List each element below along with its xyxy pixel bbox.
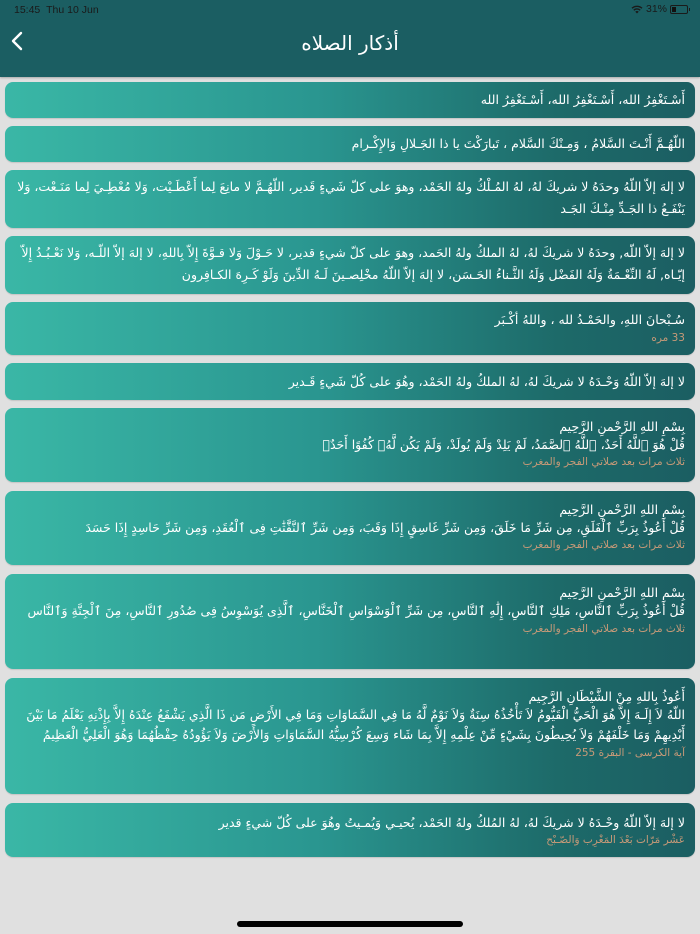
- zikr-text: سُـبْحانَ اللهِ، والحَمْـدُ لله ، واللهُ أكْـبَر: [494, 312, 685, 327]
- status-time-text: 15:45: [14, 4, 41, 16]
- zikr-text: لا إلهَ إلاّ اللّهُ وحدَهُ لا شريكَ لهُ، لهُ المُـلْكُ ولهُ الحَمْد، وهوَ على كلّ شَيءٍ قَدير، اللّهُـمَّ لا مانِعَ لِما أَعْطَـيْت، وَلا مُعْطِـيَ لِما مَنَـعْت، وَلا يَنْفَـعُ ذا الجَـدِّ مِنْـكَ الجَـد: [17, 179, 685, 216]
- zikr-card[interactable]: [5, 363, 695, 400]
- zikr-count: 33 مره: [651, 332, 685, 344]
- zikr-card[interactable]: [5, 803, 695, 857]
- zikr-text: أَسْـتَغْفِرُ الله، أَسْـتَغْفِرُ الله، أَسْـتَغْفِرُ الله: [480, 92, 685, 107]
- zikr-card[interactable]: [5, 82, 695, 118]
- zikr-isti-atha: أَعُوذُ بِاللهِ مِنْ الشَّيْطَانِ الرَّجِيم: [528, 689, 685, 704]
- zikr-note: عَشْر مَرّات بَعْدَ المَغْرِب وَالصّـبْح: [546, 834, 685, 846]
- page-title: أذكار الصلاه: [301, 31, 399, 55]
- zikr-basmala: بِسْمِ اللهِ الرَّحْمنِ الرَّحِيم: [559, 585, 685, 600]
- zikr-card[interactable]: [5, 491, 695, 565]
- zikr-note: ثلاث مرات بعد صلاتي الفجر والمغرب: [522, 539, 685, 551]
- zikr-text: لا إلهَ إلاّ اللّهُ وَحْـدَهُ لا شريكَ لهُ، لهُ الملكُ ولهُ الحَمْد، وهُوَ على كُلّ شَيءٍ قَـدير: [288, 374, 685, 389]
- zikr-text: لا إلهَ إلاّ اللّه, وحدَهُ لا شريكَ لهُ، لهُ الملكُ ولهُ الحَمد، وهوَ على كلّ شيءٍ قدير، لا حَـوْلَ وَلا قـوَّةَ إِلاّ بِاللهِ، لا إلهَ إلاّ اللّـه، وَلا نَعْـبُـدُ إِلاّ إيّـاه, لَهُ النِّعْـمَةُ وَلَهُ الفَضْل وَلَهُ الثَّـناءُ الحَـسَن، لا إلهَ إلاّ اللّهُ مخْلِصـينَ لَـهُ الدِّينَ وَلَوْ كَـرِهَ الكـافِرون: [21, 245, 685, 282]
- zikr-text: اللّهُـمَّ أَنْـتَ السَّلامُ ، وَمِـنْكَ السَّلام ، تَبارَكْتَ يا ذا الجَـلالِ وَالإِكْـرام: [351, 136, 685, 151]
- zikr-card[interactable]: [5, 170, 695, 228]
- status-bar-time: [14, 4, 99, 16]
- zikr-card[interactable]: [5, 236, 695, 294]
- zikr-text: قُلْ أَعُوذُ بِرَبِّ ٱلْفَلَقِ، مِن شَرِّ مَا خَلَقَ، وَمِن شَرِّ غَاسِقٍ إِذَا وَقَبَ، وَمِن شَرِّ ٱلنَّفَّٰثَٰتِ فِى ٱلْعُقَدِ، وَمِن شَرِّ حَاسِدٍ إِذَا حَسَدَ: [85, 520, 685, 535]
- status-date-text: Thu 10 Jun: [46, 4, 99, 16]
- status-bar-right: [631, 3, 688, 15]
- zikr-note: آية الكرسى - البقرة 255: [575, 747, 685, 759]
- zikr-card[interactable]: [5, 302, 695, 355]
- home-indicator[interactable]: [237, 921, 463, 927]
- zikr-note: ثلاث مرات بعد صلاتي الفجر والمغرب: [522, 623, 685, 635]
- wifi-icon: [631, 5, 643, 14]
- zikr-card[interactable]: [5, 408, 695, 482]
- zikr-text: قُلْ أَعُوذُ بِرَبِّ ٱلنَّاسِ، مَلِكِ ٱلنَّاسِ، إِلَٰهِ ٱلنَّاسِ، مِن شَرِّ ٱلْوَسْوَاسِ ٱلْخَنَّاسِ، ٱلَّذِى يُوَسْوِسُ فِى صُدُورِ ٱلنَّاسِ، مِنَ ٱلْجِنَّةِ وَٱلنَّاس: [27, 603, 685, 618]
- zikr-text: قُلْ هُوَ ٱللَّهُ أَحَدٌ، ٱللَّهُ ٱلصَّمَدُ، لَمْ يَلِدْ وَلَمْ يُولَدْ، وَلَمْ يَكُن لَّهُۥ كُفُوًا أَحَدٌۢ: [322, 437, 685, 452]
- zikr-basmala: بِسْمِ اللهِ الرَّحْمنِ الرَّحِيم: [559, 502, 685, 517]
- zikr-text: اللّهُ لاَ إِلَـهَ إِلاَّ هُوَ الْحَيُّ الْقَيُّومُ لاَ تَأْخُذُهُ سِنَةٌ وَلاَ نَوْمٌ لَّهُ مَا فِي السَّمَاوَاتِ وَمَا فِي الأَرْضِ مَن ذَا الَّذِي يَشْفَعُ عِنْدَهُ إِلاَّ بِإِذْنِهِ يَعْلَمُ مَا بَيْنَ أَيْدِيهِمْ وَمَا خَلْفَهُمْ وَلاَ يُحِيطُونَ بِشَيْءٍ مِّنْ عِلْمِهِ إِلاَّ بِمَا شَاء وَسِعَ كُرْسِيُّهُ السَّمَاوَاتِ وَالأَرْضَ وَلاَ يَؤُودُهُ حِفْظُهُمَا وَهُوَ الْعَلِيُّ الْعَظِيمُ: [26, 707, 685, 742]
- zikr-card[interactable]: [5, 126, 695, 162]
- zikr-card[interactable]: [5, 574, 695, 669]
- zikr-basmala: بِسْمِ اللهِ الرَّحْمنِ الرَّحِيم: [559, 419, 685, 434]
- zikr-text: لا إلهَ إلاّ اللّهُ وحْـدَهُ لا شريكَ لهُ، لهُ المُلكُ ولهُ الحَمْد، يُحيـي وَيُمـيتُ وهُوَ على كُلّ شيءٍ قدير: [218, 815, 685, 830]
- battery-percent: 31%: [645, 3, 667, 15]
- battery-icon: [670, 5, 688, 14]
- app-header: [0, 0, 700, 77]
- zikr-card[interactable]: [5, 678, 695, 794]
- zikr-note: ثلاث مرات بعد صلاتي الفجر والمغرب: [522, 456, 685, 468]
